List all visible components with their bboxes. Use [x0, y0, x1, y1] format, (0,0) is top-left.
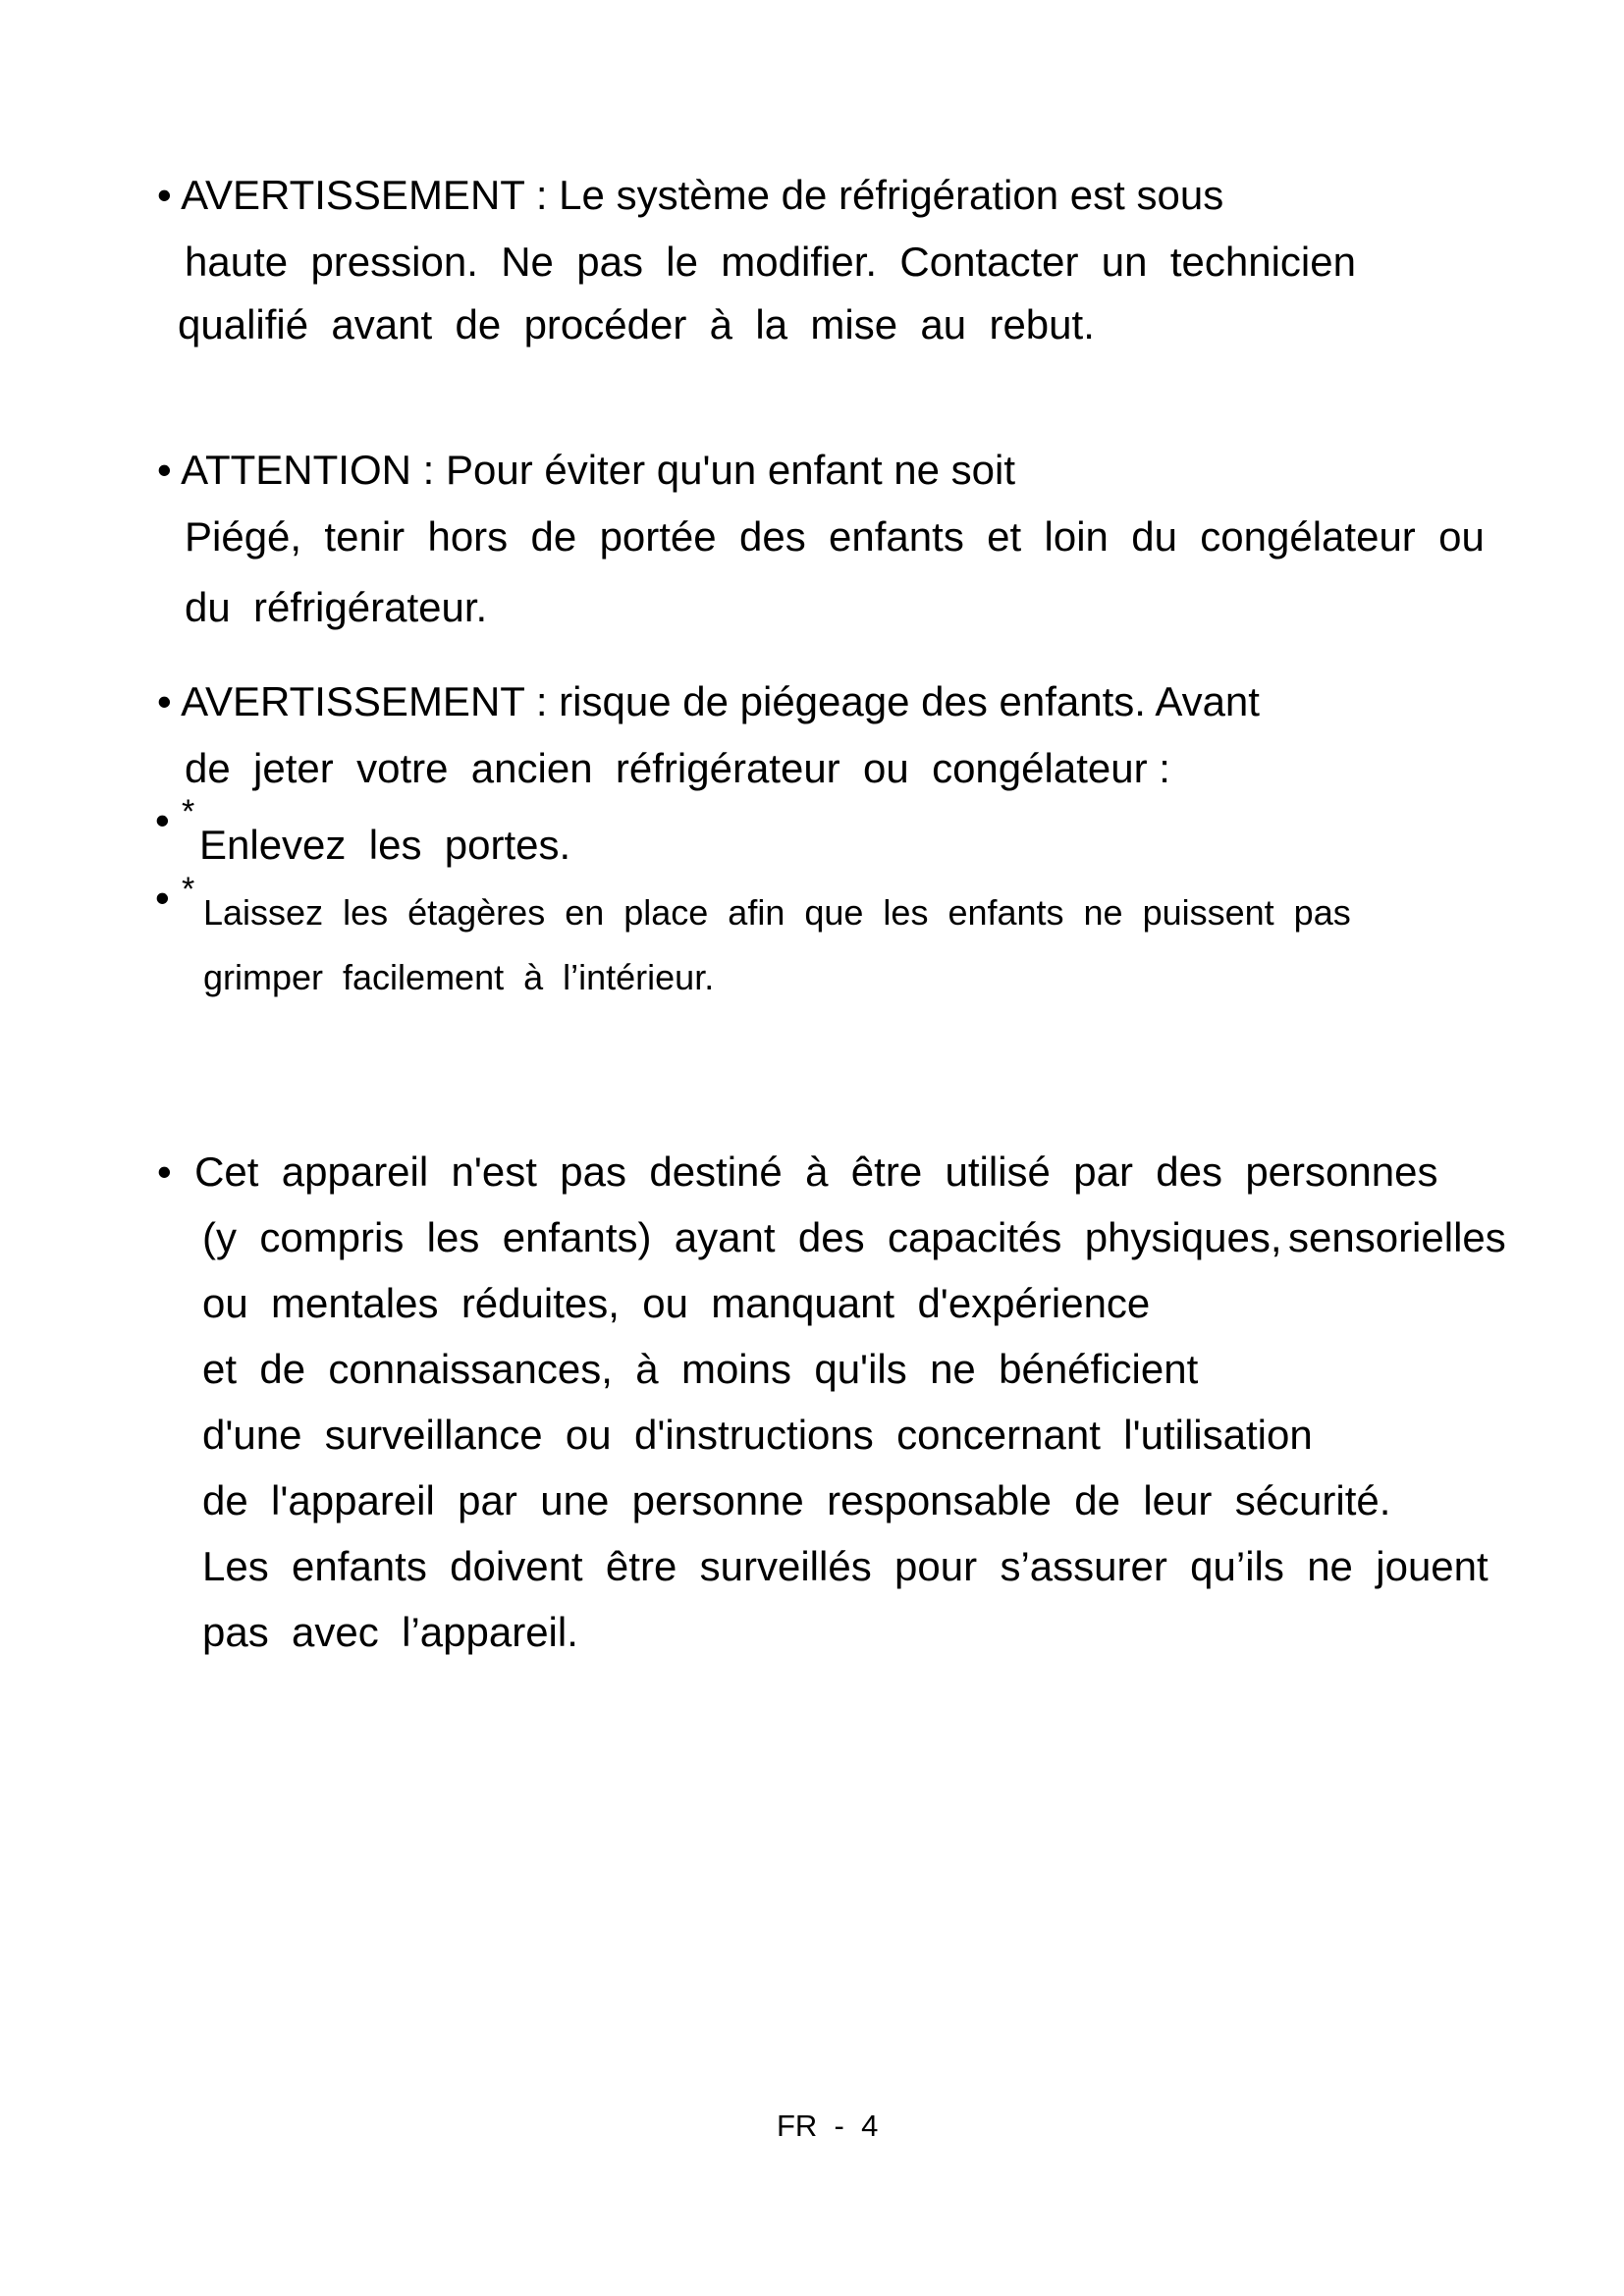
bullet: •: [157, 678, 172, 724]
paragraph-line: Piégé, tenir hors de portée des enfants et loin du congélateur ou: [185, 513, 1485, 560]
paragraph-line: du réfrigérateur.: [185, 584, 488, 630]
asterisk-marker: *: [182, 871, 195, 908]
section-first-line: [157, 678, 1260, 724]
bullet: •: [157, 172, 172, 218]
paragraph-line: et de connaissances, à moins qu'ils ne bénéficient: [202, 1346, 1199, 1392]
page-number: FR - 4: [777, 2109, 879, 2143]
paragraph-line: de l'appareil par une personne responsable de leur sécurité.: [202, 1477, 1391, 1523]
paragraph-line: Les enfants doivent être surveillés pour s’assurer qu’ils ne jouent: [202, 1543, 1489, 1589]
paragraph-line: de jeter votre ancien réfrigérateur ou congélateur :: [185, 745, 1170, 791]
section-first-line: • Cet appareil n'est pas destiné à être utilisé par des personnes: [157, 1148, 1438, 1195]
paragraph-line: ou mentales réduites, ou manquant d'expérience: [202, 1280, 1151, 1326]
sub-item-text: Enlevez les portes.: [199, 822, 571, 868]
bullet: •: [157, 1148, 172, 1195]
paragraph-line-overlap: sensorielles: [1288, 1214, 1506, 1260]
sub-item-text: Laissez les étagères en place afin que les enfants ne puissent pas: [203, 892, 1351, 933]
paragraph-line: (y compris les enfants) ayant des capacités physiques,: [202, 1214, 1282, 1260]
attention-label: ATTENTION: [181, 447, 411, 493]
paragraph-line: haute pression. Ne pas le modifier. Contacter un technicien: [185, 239, 1356, 285]
warning-text: Le système de réfrigération est sous: [547, 172, 1224, 218]
sub-bullet: •: [155, 797, 170, 843]
section-first-line: [157, 447, 1016, 493]
warning-label: AVERTISSEMENT: [181, 678, 525, 724]
paragraph-line: qualifié avant de procéder à la mise au rebut.: [178, 301, 1095, 347]
paragraph-line: pas avec l’appareil.: [202, 1609, 578, 1655]
sub-bullet: •: [155, 875, 170, 921]
paragraph-line: grimper facilement à l’intérieur.: [203, 957, 715, 997]
paragraph-line: d'une surveillance ou d'instructions concernant l'utilisation: [202, 1412, 1313, 1458]
warning-label: AVERTISSEMENT: [181, 172, 525, 218]
asterisk-marker: *: [182, 793, 195, 830]
section-first-line: • AVERTISSEMENT : Le système de réfrigération est sous: [157, 172, 1224, 218]
bullet: •: [157, 447, 172, 493]
attention-text: : Pour éviter qu'un enfant ne soit: [410, 447, 1016, 493]
warning-text: : risque de piégeage des enfants. Avant: [524, 678, 1260, 724]
